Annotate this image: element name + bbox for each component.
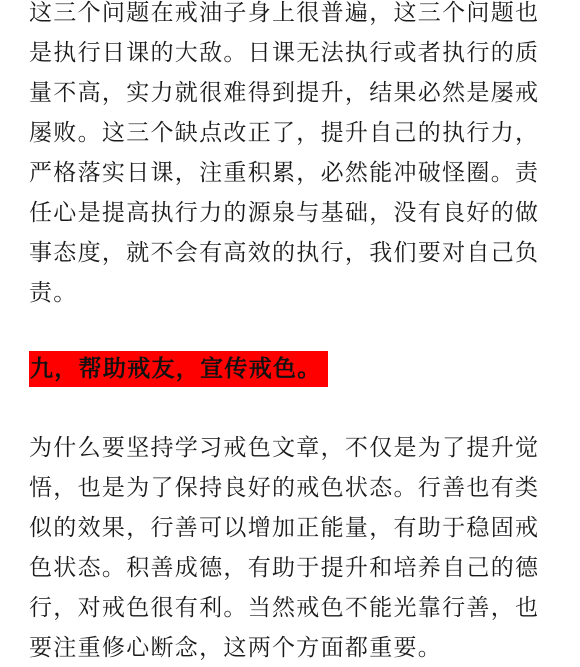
text-line: 行，对戒色很有利。当然戒色不能光靠行善，也 <box>29 595 540 621</box>
text-line: 似的效果，行善可以增加正能量，有助于稳固戒 <box>29 515 540 541</box>
text-line: 任心是提高执行力的源泉与基础，没有良好的做 <box>29 200 540 226</box>
text-line: 为什么要坚持学习戒色文章，不仅是为了提升觉 <box>29 435 540 461</box>
text-line: 屡败。这三个缺点改正了，提升自己的执行力， <box>29 120 540 146</box>
section-heading-container <box>29 351 328 387</box>
section-heading: 九，帮助戒友，宣传戒色。 <box>29 351 328 387</box>
text-line: 色状态。积善成德，有助于提升和培养自己的德 <box>29 555 540 581</box>
text-line: 量不高，实力就很难得到提升，结果必然是屡戒 <box>29 80 540 106</box>
text-line: 是执行日课的大敌。日课无法执行或者执行的质 <box>29 40 540 66</box>
text-line: 悟，也是为了保持良好的戒色状态。行善也有类 <box>29 475 540 501</box>
text-line: 事态度，就不会有高效的执行，我们要对自己负 <box>29 240 540 266</box>
paragraph-charity <box>29 428 559 667</box>
paragraph-execution <box>29 0 559 313</box>
text-line: 这三个问题在戒油子身上很普遍，这三个问题也 <box>29 0 540 26</box>
text-line: 严格落实日课，注重积累，必然能冲破怪圈。责 <box>29 160 540 186</box>
text-line: 责。 <box>29 280 78 306</box>
text-line: 要注重修心断念，这两个方面都重要。 <box>29 635 443 661</box>
